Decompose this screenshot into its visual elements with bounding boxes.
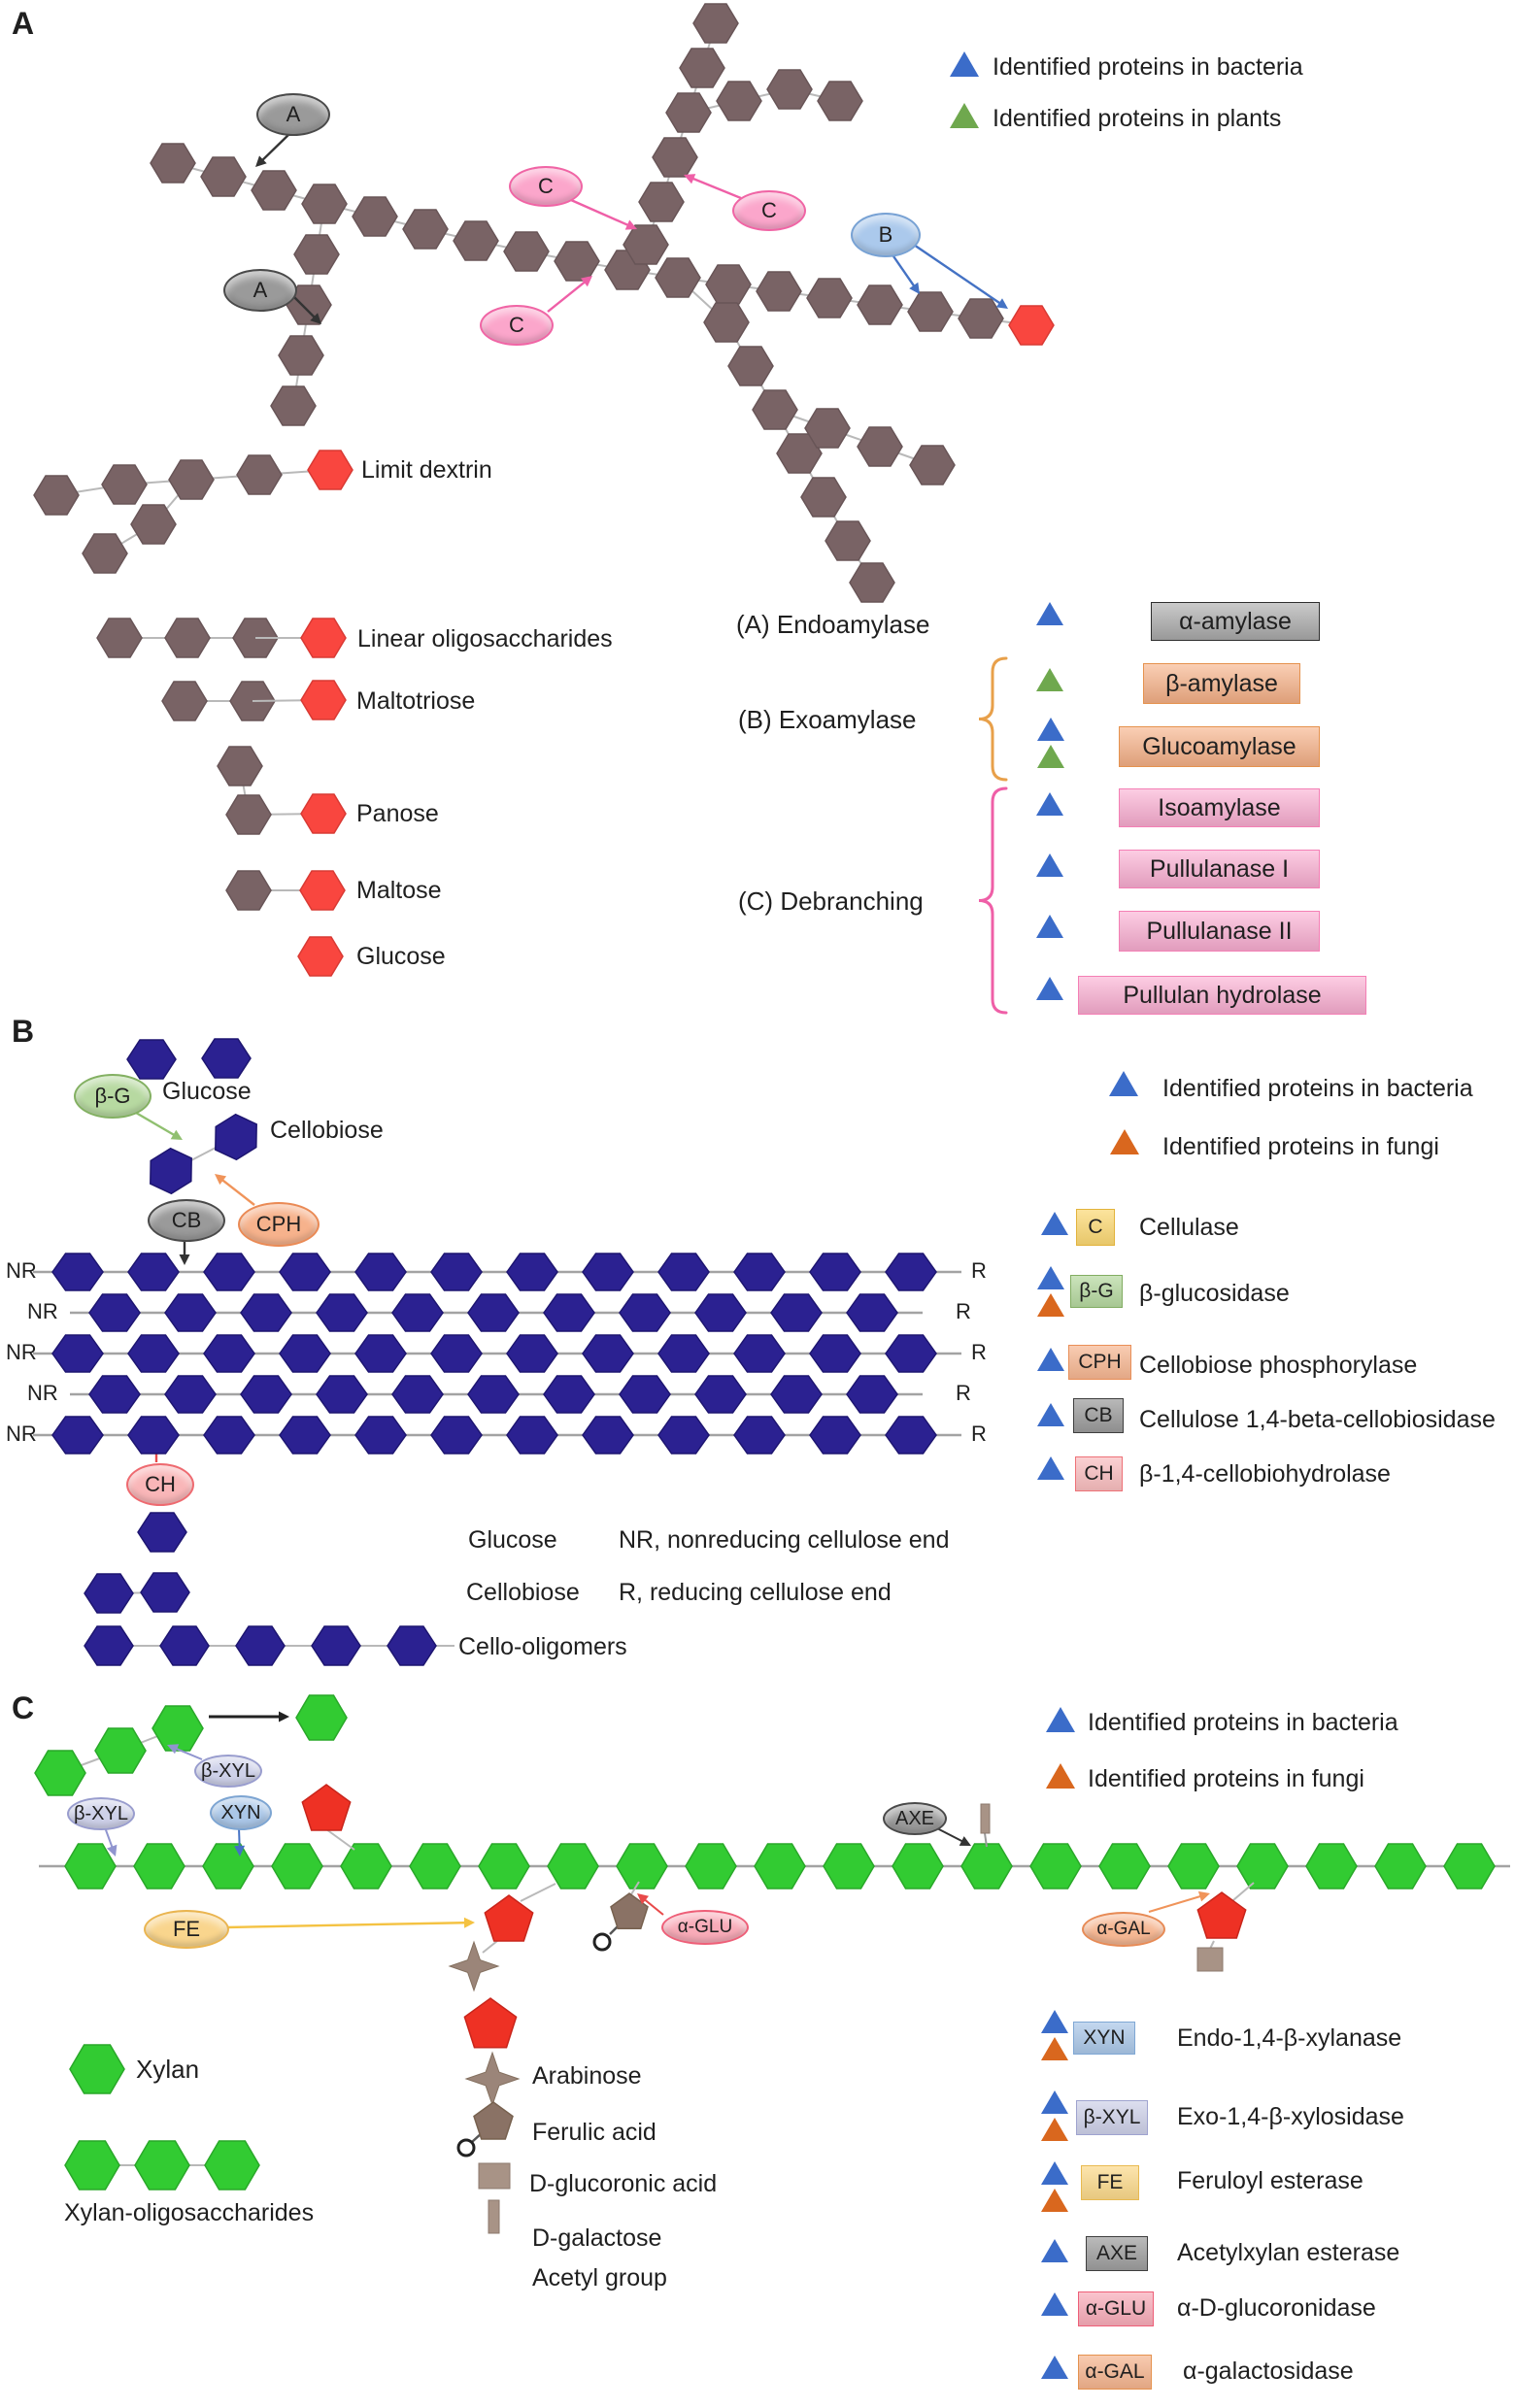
cellobiose-phosphorylase-callout: CPH (238, 1202, 320, 1247)
pullulan-hydrolase-box (1078, 976, 1366, 1015)
nr-label: NR (6, 1421, 37, 1446)
fungi-triangle-icon (1046, 1763, 1075, 1789)
cellobiose-free-label: Cellobiose (270, 1117, 384, 1144)
pullulanase-2-label: Pullulanase II (1146, 917, 1293, 945)
pullulanase-1-label: Pullulanase I (1149, 854, 1290, 883)
feruloyl-esterase-callout: FE (144, 1910, 229, 1949)
cellulase-code: C (1088, 1216, 1103, 1238)
cellobiosidase-code: CB (1084, 1404, 1113, 1426)
acetylxylan-esterase-code-box (1086, 2236, 1148, 2271)
bacteria-triangle-icon (1036, 915, 1063, 938)
xylan-top-fragment (35, 1695, 347, 1795)
cellobiosidase-callout: CB (148, 1199, 225, 1242)
legend-bacteria-label: Identified proteins in bacteria (1088, 1709, 1398, 1736)
xylan-oligosaccharides-label: Xylan-oligosaccharides (64, 2199, 315, 2226)
legend-fungi-label: Identified proteins in fungi (1088, 1765, 1364, 1792)
bacteria-triangle-icon (1041, 1212, 1068, 1235)
fungi-triangle-icon (1041, 2037, 1068, 2060)
glucoamylase-box (1119, 726, 1320, 767)
plants-triangle-icon (1037, 745, 1064, 768)
panel-c-label: C (12, 1690, 35, 1725)
glucoamylase-label: Glucoamylase (1142, 732, 1296, 760)
cello-oligomers-structure (84, 1626, 454, 1665)
nr-label: NR (6, 1258, 37, 1283)
beta-glucosidase-callout: β-G (74, 1074, 152, 1119)
galactosidase-code-box (1078, 2355, 1152, 2390)
acetylxylan-esterase-callout: AXE (883, 1802, 947, 1835)
galactosidase-callout: α-GAL (1082, 1912, 1165, 1947)
panel-b-label: B (12, 1014, 35, 1049)
panose-label: Panose (356, 800, 439, 827)
cellulase-label: Cellulase (1139, 1214, 1239, 1241)
limit-dextrin-structure (34, 451, 353, 573)
legend-plants-label: Identified proteins in plants (993, 105, 1282, 132)
free-glucose-hexagons (127, 1039, 251, 1079)
bacteria-triangle-icon (1041, 2090, 1068, 2114)
nr-label: NR (27, 1381, 58, 1405)
pullulanase-2-box (1119, 911, 1320, 952)
bacteria-triangle-icon (1037, 1456, 1064, 1480)
exo-xylosidase-callout-1: β-XYL (194, 1755, 262, 1788)
feruloyl-esterase-code-box (1081, 2165, 1139, 2200)
feruloyl-esterase-label: Feruloyl esterase (1177, 2167, 1364, 2194)
cello-oligomers-label: Cello-oligomers (458, 1633, 627, 1660)
exo-xylosidase-code-box (1076, 2100, 1148, 2135)
cellobiohydrolase-label: β-1,4-cellobiohydrolase (1139, 1460, 1391, 1488)
linear-oligosaccharides-label: Linear oligosaccharides (357, 625, 613, 652)
bacteria-triangle-icon (950, 51, 979, 77)
glucose-label: Glucose (356, 943, 446, 970)
cellulase-code-box (1076, 1209, 1115, 1246)
cellobiohydrolase-code: CH (1084, 1462, 1114, 1485)
fungi-triangle-icon (1041, 2118, 1068, 2141)
cellobiose-product-label: Cellobiose (466, 1579, 580, 1606)
xylan-label: Xylan (136, 2055, 200, 2084)
r-label: R (971, 1340, 987, 1364)
beta-glucosidase-code-box (1070, 1275, 1123, 1308)
xylanase-callout: XYN (210, 1795, 272, 1830)
glucose-product-label: Glucose (468, 1526, 557, 1554)
endoamylase-callout-a1: A (256, 93, 330, 136)
beta-glucosidase-label: β-glucosidase (1139, 1280, 1290, 1307)
acetyl-group-label: Acetyl group (532, 2264, 667, 2291)
bacteria-triangle-icon (1036, 792, 1063, 816)
bacteria-triangle-icon (1036, 853, 1063, 877)
bacteria-triangle-icon (1041, 2356, 1068, 2379)
ferulic-acid-label: Ferulic acid (532, 2119, 656, 2146)
glucoronidase-code-box (1078, 2291, 1154, 2326)
linear-oligosaccharides-structure (97, 619, 346, 657)
bacteria-triangle-icon (1041, 2161, 1068, 2185)
bacteria-triangle-icon (1041, 2292, 1068, 2316)
cellobiose-phosphorylase-code-box (1068, 1345, 1131, 1380)
glucoronidase-callout: α-GLU (661, 1910, 749, 1945)
acetylxylan-esterase-label: Acetylxylan esterase (1177, 2239, 1400, 2266)
glucoronidase-code: α-GLU (1085, 2297, 1147, 2320)
r-label: R (971, 1421, 987, 1446)
beta-amylase-box (1143, 663, 1300, 704)
xylan-oligosaccharides-shape (65, 2141, 259, 2190)
pullulanase-1-box (1119, 850, 1320, 888)
maltotriose-label: Maltotriose (356, 687, 476, 715)
d-glucoronic-acid-label: D-glucoronic acid (529, 2170, 718, 2197)
plants-triangle-icon (950, 103, 979, 128)
cellobiosidase-code-box (1073, 1398, 1124, 1433)
r-label: R (956, 1299, 971, 1323)
maltose-label: Maltose (356, 877, 442, 904)
endoamylase-class-label: (A) Endoamylase (736, 610, 930, 639)
alpha-amylase-box (1151, 602, 1320, 641)
glucose-structure-a (298, 937, 343, 976)
xylan-legend-shape (70, 2045, 124, 2093)
glucose-structure-b (138, 1513, 186, 1552)
exoamylase-class-label: (B) Exoamylase (738, 705, 917, 734)
nr-label: NR (27, 1299, 58, 1323)
nr-label: NR (6, 1340, 37, 1364)
beta-amylase-label: β-amylase (1165, 669, 1278, 697)
cellulose-chains (33, 1254, 961, 1454)
panel-c-arrows (105, 1744, 1210, 1928)
exo-xylosidase-code: β-XYL (1083, 2106, 1141, 2128)
bacteria-triangle-icon (1041, 2239, 1068, 2262)
debranching-callout-c3: C (480, 305, 554, 346)
bacteria-triangle-icon (1036, 977, 1063, 1000)
isoamylase-box (1119, 788, 1320, 827)
r-label: R (956, 1381, 971, 1405)
d-galactose-label: D-galactose (532, 2224, 662, 2252)
bacteria-triangle-icon (1037, 1403, 1064, 1426)
xylan-main-chain (39, 1844, 1510, 1889)
cellobiose-structure-b (84, 1573, 189, 1613)
cellobiose-structure-top (151, 1115, 256, 1194)
limit-dextrin-label: Limit dextrin (361, 456, 492, 484)
sugar-key-shapes (458, 1998, 519, 2233)
bacteria-triangle-icon (1037, 1348, 1064, 1371)
beta-glucosidase-code: β-G (1079, 1280, 1114, 1302)
cellobiohydrolase-code-box (1075, 1456, 1123, 1491)
maltotriose-structure (162, 681, 346, 720)
legend-fungi-label: Identified proteins in fungi (1162, 1133, 1439, 1160)
xylanase-code-box (1073, 2022, 1135, 2055)
feruloyl-esterase-code: FE (1096, 2171, 1124, 2193)
exoamylase-callout-b: B (851, 213, 921, 257)
galactosidase-code: α-GAL (1085, 2360, 1145, 2383)
alpha-amylase-label: α-amylase (1179, 607, 1292, 635)
cellobiosidase-label: Cellulose 1,4-beta-cellobiosidase (1139, 1406, 1496, 1433)
bacteria-triangle-icon (1041, 2010, 1068, 2033)
cellobiose-phosphorylase-code: CPH (1078, 1351, 1122, 1373)
panose-structure (218, 747, 346, 834)
acetylxylan-esterase-code: AXE (1095, 2242, 1138, 2264)
exo-xylosidase-label: Exo-1,4-β-xylosidase (1177, 2103, 1404, 2130)
cellobiose-phosphorylase-label: Cellobiose phosphorylase (1139, 1352, 1418, 1379)
arabinose-label: Arabinose (532, 2062, 642, 2090)
debranching-callout-c2: C (732, 190, 806, 231)
debranching-class-label: (C) Debranching (738, 886, 924, 916)
galactosidase-label: α-galactosidase (1183, 2358, 1354, 2385)
enzyme-class-brackets (979, 658, 1006, 1013)
bacteria-triangle-icon (1037, 718, 1064, 741)
legend-bacteria-label: Identified proteins in bacteria (1162, 1075, 1473, 1102)
maltose-structure (226, 871, 345, 910)
endoamylase-callout-a2: A (223, 269, 297, 312)
cellobiohydrolase-callout: CH (126, 1463, 194, 1506)
plants-triangle-icon (1036, 668, 1063, 691)
fungi-triangle-icon (1037, 1293, 1064, 1317)
bacteria-triangle-icon (1109, 1071, 1138, 1096)
debranching-callout-c1: C (509, 166, 583, 207)
nr-note: NR, nonreducing cellulose end (619, 1526, 950, 1554)
panel-a-label: A (12, 6, 35, 41)
fungi-triangle-icon (1110, 1129, 1139, 1154)
pullulan-hydrolase-label: Pullulan hydrolase (1123, 981, 1322, 1009)
xylanase-label: Endo-1,4-β-xylanase (1177, 2024, 1402, 2052)
r-note: R, reducing cellulose end (619, 1579, 892, 1606)
isoamylase-label: Isoamylase (1158, 793, 1281, 821)
bacteria-triangle-icon (1037, 1266, 1064, 1289)
r-label: R (971, 1258, 987, 1283)
bacteria-triangle-icon (1046, 1707, 1075, 1732)
fungi-triangle-icon (1041, 2189, 1068, 2212)
xylanase-code: XYN (1083, 2026, 1126, 2049)
glucoronidase-label: α-D-glucoronidase (1177, 2294, 1376, 2322)
glucose-free-label: Glucose (162, 1078, 252, 1105)
exo-xylosidase-callout-2: β-XYL (67, 1797, 135, 1830)
bacteria-triangle-icon (1036, 602, 1063, 625)
legend-bacteria-label: Identified proteins in bacteria (993, 53, 1303, 81)
